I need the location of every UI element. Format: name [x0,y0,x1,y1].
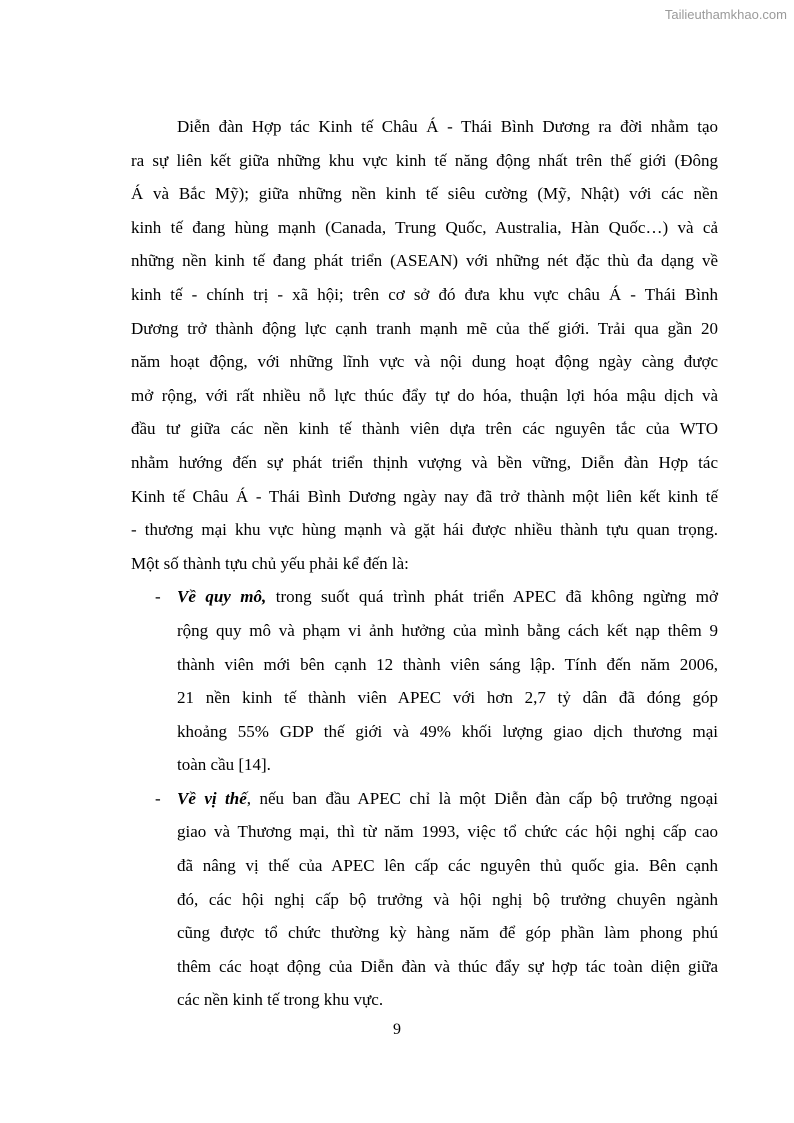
bullet-heading: Về vị thế [177,788,247,808]
bullet-line: các nền kinh tế trong khu vực. [177,990,384,1010]
page-number: 9 [393,1021,401,1038]
paragraph-line: những nền kinh tế đang phát triển (ASEAN) với những nét đặc thù đa dạng về [131,251,718,271]
paragraph-line: đầu tư giữa các nền kinh tế thành viên dựa trên các nguyên tắc của WTO [131,419,718,439]
paragraph-line: ra sự liên kết giữa những khu vực kinh tế năng động nhất trên thế giới (Đông [131,150,718,170]
bullet-line: thêm các hoạt động của Diễn đàn và thúc đẩy sự hợp tác toàn diện giữa [177,956,718,976]
paragraph-line: - thương mại khu vực hùng mạnh và gặt hái được nhiều thành tựu quan trọng. [131,520,718,540]
paragraph-line: năm hoạt động, với những lĩnh vực và nội dung hoạt động ngày càng được [131,352,718,372]
bullet-line: cũng được tổ chức thường kỳ hàng năm để góp phần làm phong phú [177,923,718,943]
bullet-text: trong suốt quá trình phát triển APEC đã không ngừng mở [266,587,718,607]
paragraph-line: Dương trở thành động lực cạnh tranh mạnh mẽ của thế giới. Trải qua gần 20 [131,318,718,338]
watermark: Tailieuthamkhao.com [664,7,787,22]
paragraph-line: mở rộng, với rất nhiều nỗ lực thúc đẩy tự do hóa, thuận lợi hóa mậu dịch và [131,385,718,405]
bullet-first-line [131,580,718,614]
bullet-text: , nếu ban đầu APEC chỉ là một Diễn đàn cấp bộ trưởng ngoại [246,788,718,808]
bullet-line: 21 nền kinh tế thành viên APEC với hơn 2,7 tỷ dân đã đóng góp [177,688,718,708]
bullet-position [131,782,718,1017]
bullet-line: rộng quy mô và phạm vi ảnh hưởng của mình bằng cách kết nạp thêm 9 [177,620,718,640]
bullet-first-line [131,782,718,816]
paragraph-line: nhằm hướng đến sự phát triển thịnh vượng và bền vững, Diễn đàn Hợp tác [131,452,718,472]
bullet-heading: Về quy mô, [177,587,267,607]
bullet-line: toàn cầu [14]. [177,755,271,775]
bullet-scale [131,580,718,782]
paragraph-line: kinh tế đang hùng mạnh (Canada, Trung Quốc, Australia, Hàn Quốc…) và cả [131,217,718,237]
document-body [131,110,718,1017]
bullet-line: giao và Thương mại, thì từ năm 1993, việc tổ chức các hội nghị cấp cao [177,822,718,842]
bullet-dash: - [155,587,161,607]
paragraph-line: Á và Bắc Mỹ); giữa những nền kinh tế siêu cường (Mỹ, Nhật) với các nền [131,184,718,204]
intro-paragraph [131,110,718,580]
paragraph-line: Một số thành tựu chủ yếu phải kể đến là: [131,553,409,573]
bullet-line: đã nâng vị thế của APEC lên cấp các nguyên thủ quốc gia. Bên cạnh [177,856,718,876]
paragraph-line: Kinh tế Châu Á - Thái Bình Dương ngày nay đã trở thành một liên kết kinh tế [131,486,718,506]
bullet-line: khoảng 55% GDP thế giới và 49% khối lượng giao dịch thương mại [177,721,718,741]
bullet-line: đó, các hội nghị cấp bộ trưởng và hội nghị bộ trưởng chuyên ngành [177,889,718,909]
bullet-line: thành viên mới bên cạnh 12 thành viên sáng lập. Tính đến năm 2006, [177,654,718,674]
paragraph-line: Diễn đàn Hợp tác Kinh tế Châu Á - Thái Bình Dương ra đời nhằm tạo [177,117,718,136]
paragraph-line: kinh tế - chính trị - xã hội; trên cơ sở đó đưa khu vực châu Á - Thái Bình [131,284,718,304]
bullet-dash: - [155,788,161,808]
